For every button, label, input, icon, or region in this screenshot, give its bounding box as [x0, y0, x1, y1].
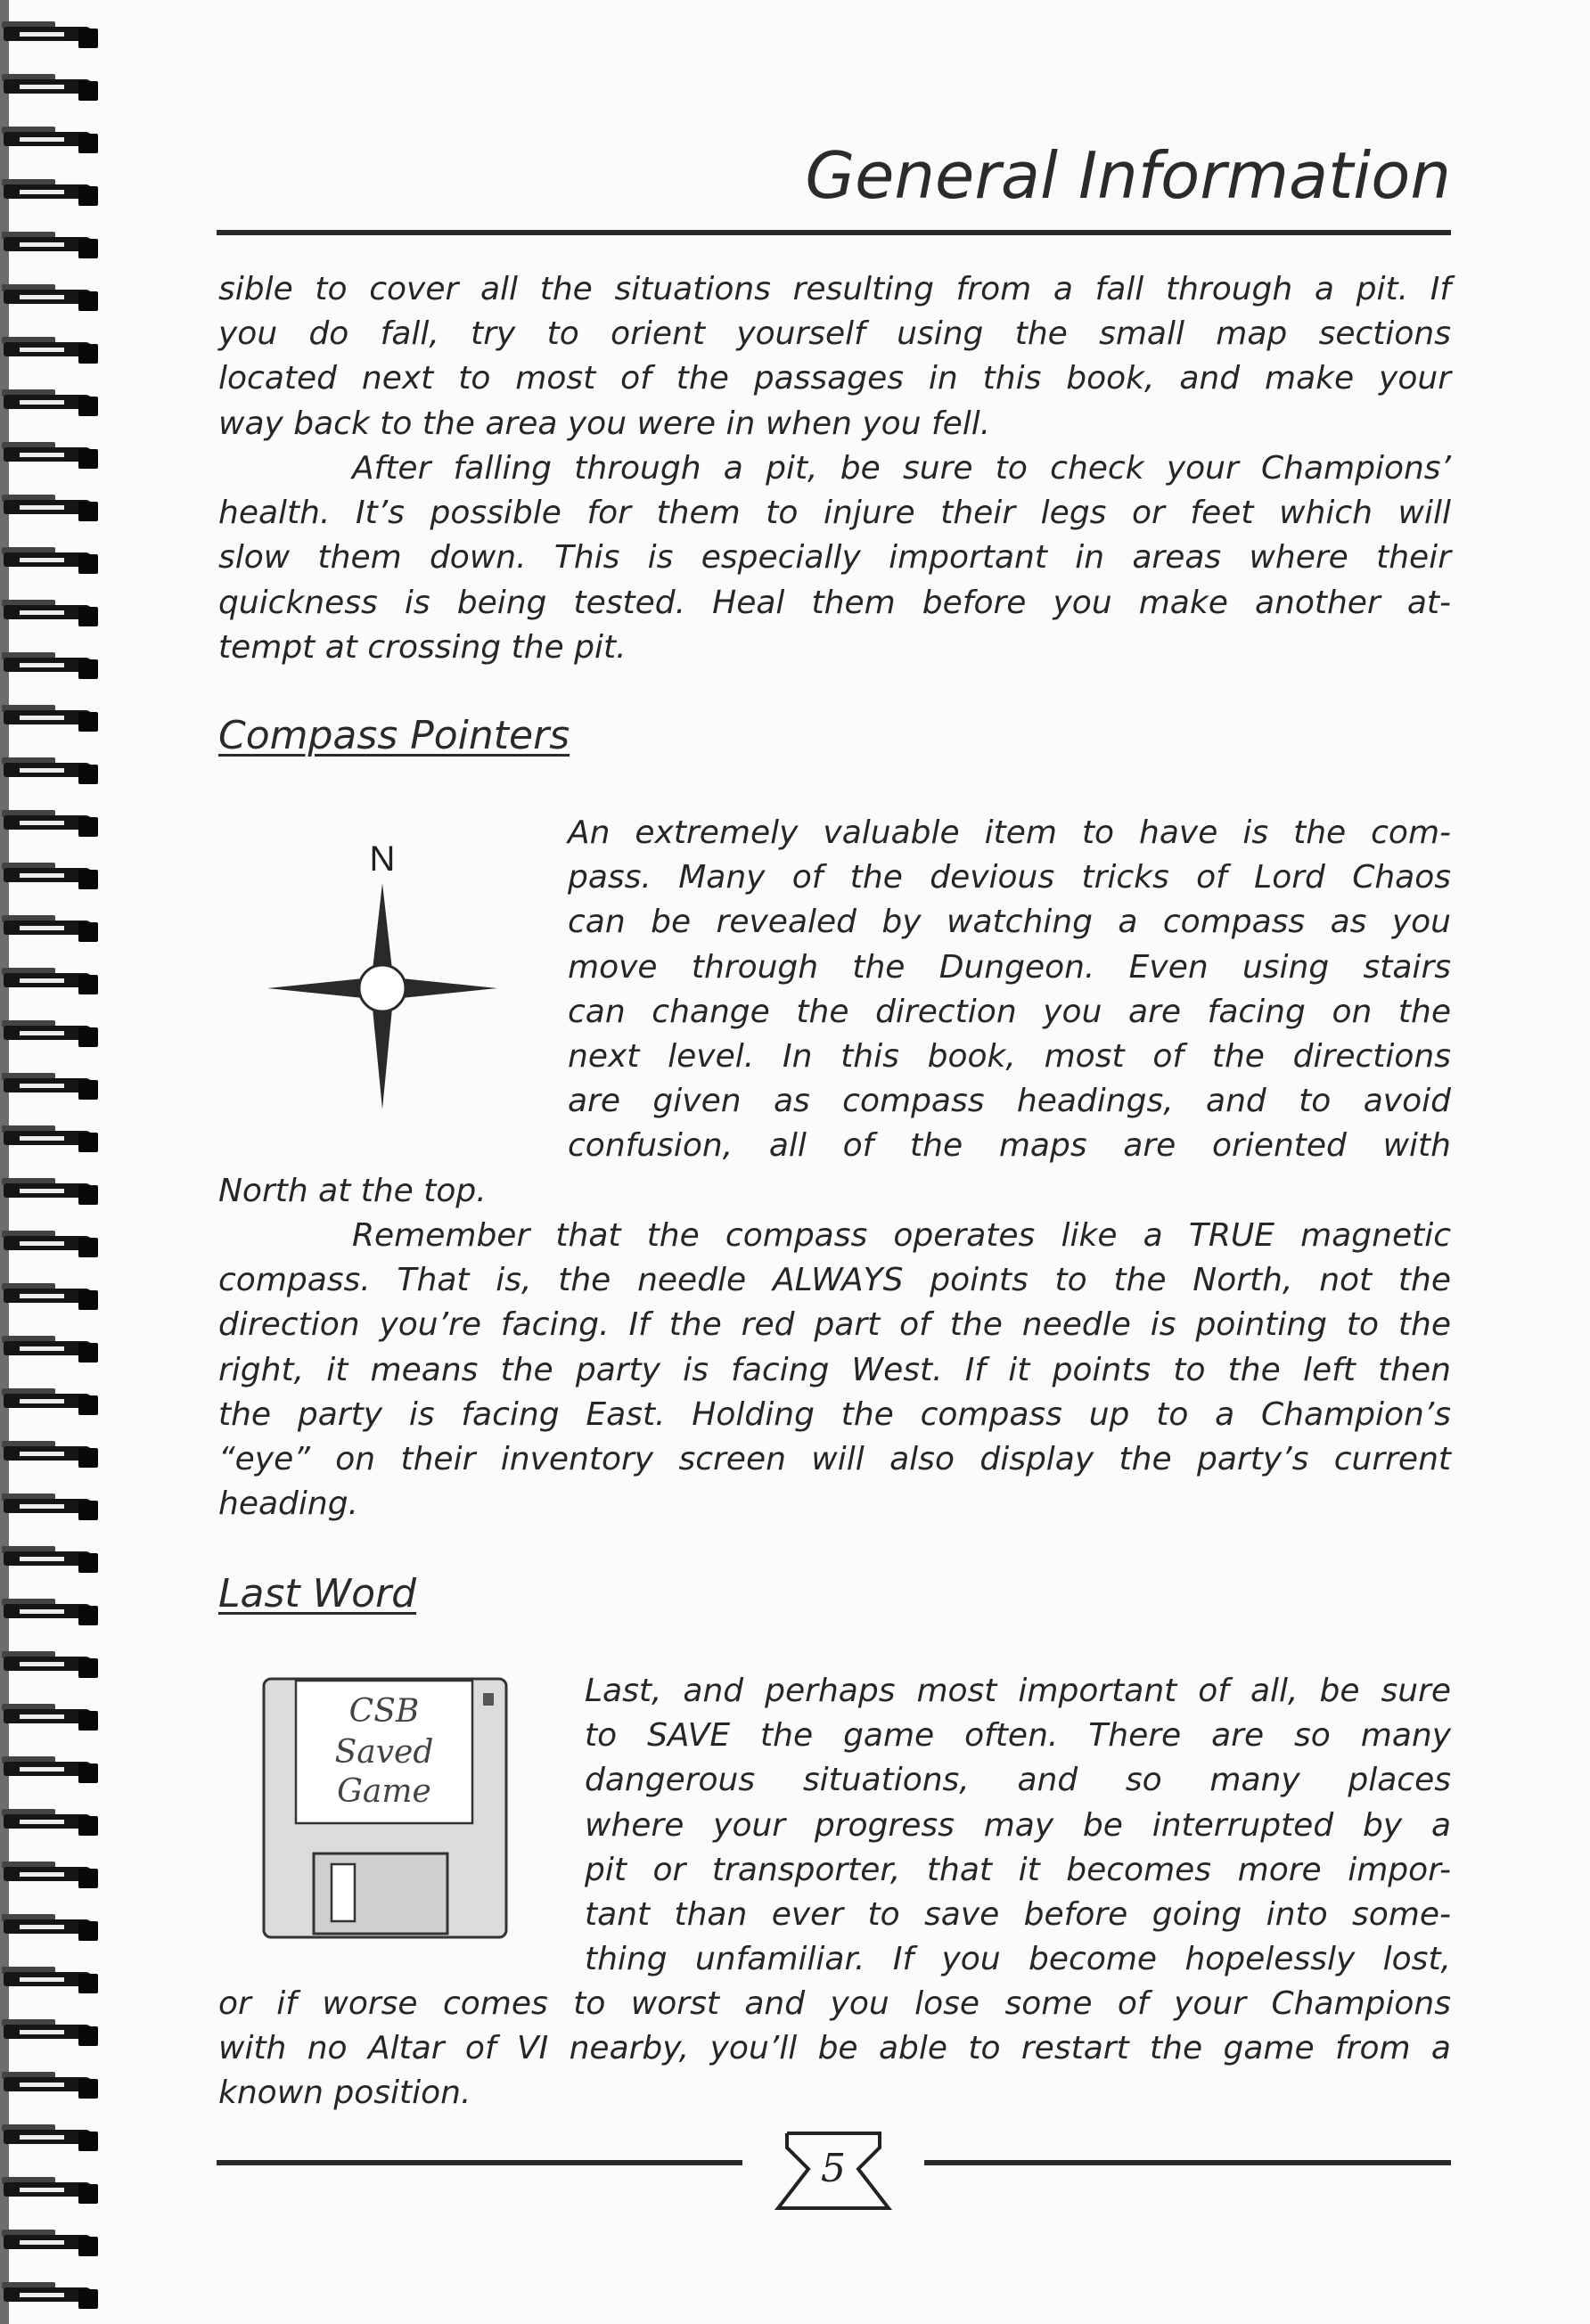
text-line: pit or transporter, that it becomes more impor- [585, 1851, 1451, 1888]
text-line: located next to most of the passages in this book, and make your [218, 360, 1451, 397]
binding-ring [0, 2230, 100, 2260]
footer-rule-left [217, 2160, 742, 2165]
text-line: thing unfamiliar. If you become hopelessly lost, [585, 1941, 1451, 1978]
text-line: with no Altar of VI nearby, you’ll be able to restart the game from a [218, 2030, 1451, 2067]
binding-ring [0, 652, 100, 683]
text-line: Remember that the compass operates like a TRUE magnetic [352, 1217, 1451, 1254]
binding-ring [0, 179, 100, 209]
binding-ring [0, 1809, 100, 1839]
binding-ring [0, 1756, 100, 1787]
binding-ring [0, 1178, 100, 1208]
binding-ring [0, 1388, 100, 1419]
text-line: move through the Dungeon. Even using stairs [568, 948, 1451, 986]
binding-ring [0, 442, 100, 472]
text-line: or if worse comes to worst and you lose some of your Champions [218, 1985, 1451, 2022]
binding-ring [0, 1283, 100, 1313]
binding-ring [0, 21, 100, 52]
binding-ring [0, 1914, 100, 1944]
binding-ring [0, 1125, 100, 1156]
text-line: direction you’re facing. If the red part of the needle is pointing to the [218, 1306, 1451, 1344]
binding-ring [0, 1231, 100, 1261]
text-line: quickness is being tested. Heal them before you make another at- [218, 584, 1451, 621]
binding-ring [0, 1599, 100, 1629]
intro-paragraph-1 [218, 267, 1451, 446]
text-line: pass. Many of the devious tricks of Lord Chaos [568, 859, 1451, 896]
text-line: can change the direction you are facing on the [568, 993, 1451, 1030]
text-line: dangerous situations, and so many places [585, 1762, 1451, 1799]
binding-ring [0, 127, 100, 157]
binding-ring [0, 1493, 100, 1524]
binding-ring [0, 337, 100, 367]
spiral-binding [0, 0, 107, 2324]
binding-ring [0, 1546, 100, 1576]
text-line: tempt at crossing the pit. [218, 628, 627, 666]
header-rule [217, 230, 1451, 235]
floppy-disk-icon [260, 1675, 510, 1943]
binding-ring [0, 74, 100, 104]
intro-paragraph-2 [218, 446, 1451, 670]
text-line: you do fall, try to orient yourself using the small map sections [218, 315, 1451, 353]
binding-ring [0, 1651, 100, 1682]
binding-ring [0, 600, 100, 630]
disk-label-line: CSB [348, 1693, 420, 1730]
disk-label-line: Game [337, 1773, 431, 1810]
text-line: tant than ever to save before going into some- [585, 1896, 1451, 1934]
binding-ring [0, 1704, 100, 1734]
text-line: After falling through a pit, be sure to check your Champions’ [352, 450, 1451, 487]
text-line: health. It’s possible for them to injure their legs or feet which will [218, 495, 1451, 532]
binding-ring [0, 915, 100, 945]
text-line: heading. [218, 1485, 358, 1523]
text-line: Last, and perhaps most important of all, be sure [585, 1673, 1451, 1709]
binding-ring [0, 1336, 100, 1366]
binding-ring [0, 389, 100, 420]
binding-ring [0, 1862, 100, 1892]
binding-ring [0, 1073, 100, 1103]
text-line: are given as compass headings, and to avoid [568, 1083, 1451, 1120]
footer-rule-right [924, 2160, 1451, 2165]
text-line: to SAVE the game often. There are so many [585, 1717, 1451, 1755]
disk-label-line: Saved [334, 1734, 434, 1771]
binding-ring [0, 968, 100, 998]
text-line: “eye” on their inventory screen will also display the party’s current [218, 1441, 1451, 1478]
text-line: confusion, all of the maps are oriented with [568, 1127, 1451, 1165]
text-line: compass. That is, the needle ALWAYS points to the North, not the [218, 1262, 1451, 1299]
binding-ring [0, 1967, 100, 1997]
binding-ring [0, 284, 100, 315]
section-heading-compass: Compass Pointers [218, 713, 570, 758]
binding-ring [0, 2282, 100, 2312]
binding-ring [0, 757, 100, 788]
binding-ring [0, 705, 100, 735]
text-line: next level. In this book, most of the directions [568, 1038, 1451, 1076]
binding-ring [0, 547, 100, 577]
binding-ring [0, 495, 100, 525]
compass-paragraph-1-end [218, 1169, 1451, 1214]
binding-ring [0, 1441, 100, 1471]
binding-ring [0, 2177, 100, 2207]
compass-north-label: N [369, 839, 396, 879]
text-line: known position. [218, 2074, 471, 2112]
text-line: the party is facing East. Holding the compass up to a Champion’s [218, 1395, 1451, 1433]
binding-ring [0, 2124, 100, 2155]
binding-ring [0, 232, 100, 262]
last-word-paragraph-wrapped [585, 1669, 1451, 1982]
text-line: slow them down. This is especially important in areas where their [218, 539, 1451, 577]
page-number-badge [762, 2121, 905, 2219]
text-line: right, it means the party is facing West. If it points to the left then [218, 1351, 1451, 1388]
page-title: General Information [805, 138, 1451, 213]
text-line: where your progress may be interrupted by a [585, 1806, 1451, 1844]
page-number: 5 [821, 2146, 846, 2191]
compass-paragraph-2 [218, 1214, 1451, 1526]
binding-ring [0, 2019, 100, 2050]
compass-rose-icon [260, 833, 504, 1118]
last-word-paragraph-end [218, 1982, 1451, 2116]
text-line: An extremely valuable item to have is the com- [568, 814, 1451, 851]
binding-ring [0, 2072, 100, 2102]
text-line: North at the top. [218, 1173, 487, 1209]
section-heading-last-word: Last Word [218, 1571, 417, 1616]
text-line: way back to the area you were in when you fell. [218, 405, 991, 442]
text-line: sible to cover all the situations resulting from a fall through a pit. If [218, 271, 1451, 307]
binding-ring [0, 1020, 100, 1051]
binding-ring [0, 810, 100, 840]
binding-ring [0, 863, 100, 893]
compass-paragraph-1-wrapped [568, 811, 1451, 1169]
text-line: can be revealed by watching a compass as you [568, 904, 1451, 941]
